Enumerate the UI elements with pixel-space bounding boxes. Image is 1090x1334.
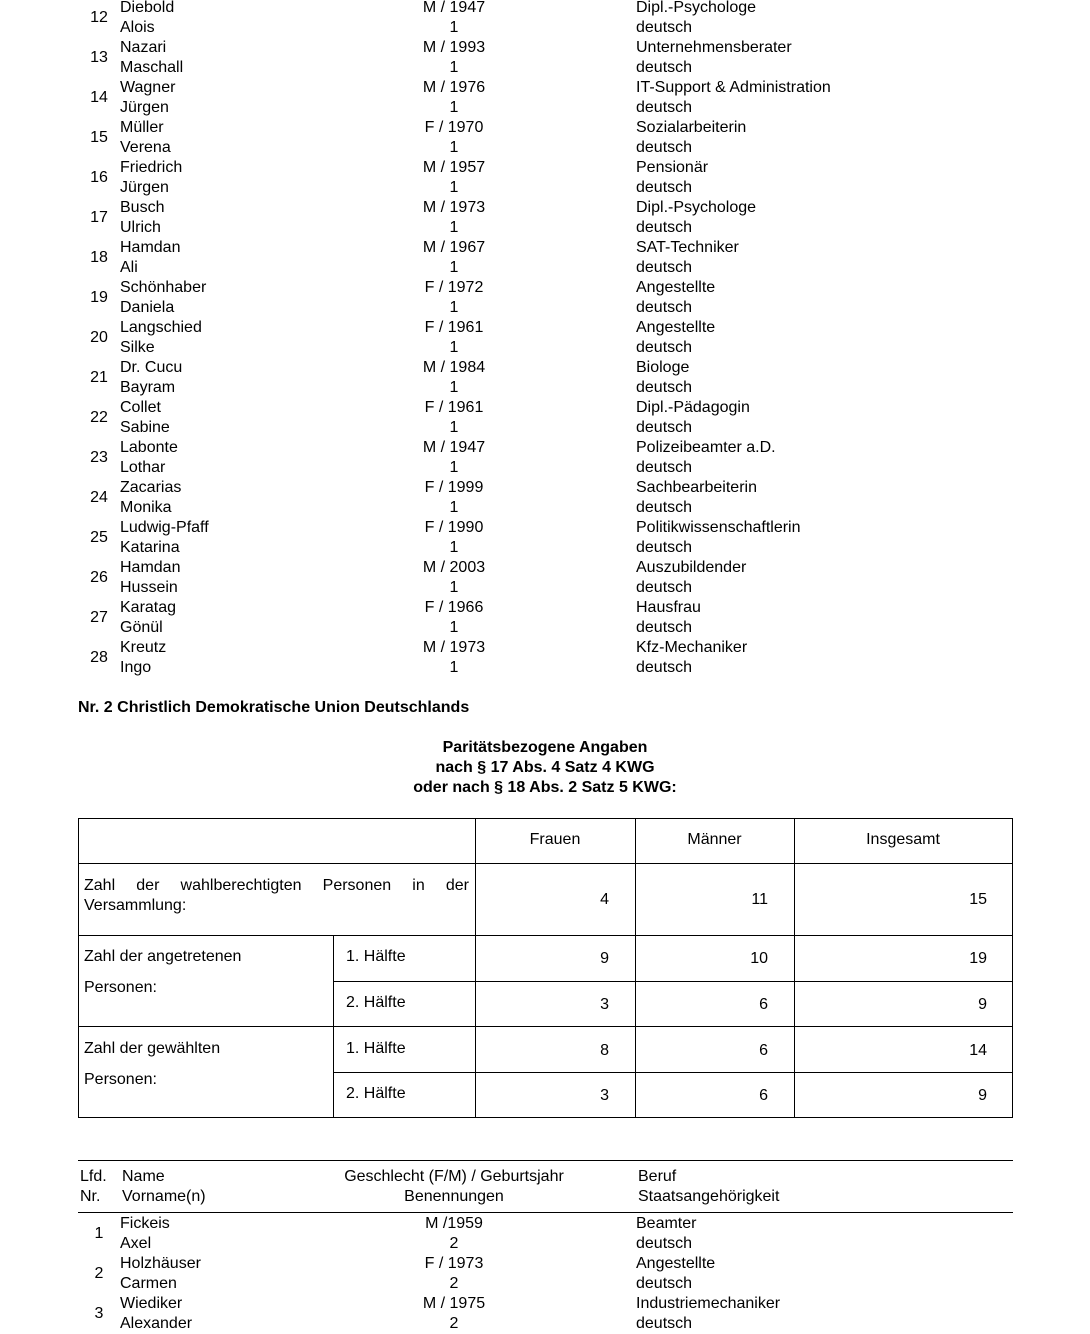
candidate-number: 28 (90, 649, 108, 666)
candidate-nominations: 1 (449, 99, 459, 116)
half-label: 1. Hälfte (346, 948, 406, 965)
candidate-number: 17 (90, 209, 108, 226)
candidate-gender-year: M /1959 (425, 1215, 483, 1232)
candidate-name: Hamdan (120, 559, 181, 576)
header-beruf: Beruf (638, 1168, 677, 1185)
candidate-name: Schönhaber (120, 279, 207, 296)
candidate-gender-year: F / 1961 (424, 319, 484, 336)
candidate-nationality: deutsch (636, 419, 693, 436)
candidate-profession: Angestellte (636, 1255, 716, 1272)
candidate-row (0, 318, 1090, 358)
candidate-row (0, 118, 1090, 158)
cell-wahlberechtigt-insgesamt: 15 (969, 891, 987, 908)
candidate-row (0, 38, 1090, 78)
candidate-first-name: Jürgen (120, 99, 169, 116)
candidate-number: 13 (90, 49, 108, 66)
candidate-profession: Dipl.-Psychologe (636, 199, 757, 216)
candidate-profession: Angestellte (636, 279, 716, 296)
candidate-gender-year: M / 2003 (422, 559, 486, 576)
candidate-name: Fickeis (120, 1215, 170, 1232)
candidate-nationality: deutsch (636, 459, 693, 476)
candidate-nationality: deutsch (636, 179, 693, 196)
candidate-row (0, 1294, 1090, 1334)
cell-wahlberechtigt-frauen: 4 (600, 891, 609, 908)
cell-angetreten-h2-maenner: 6 (759, 996, 768, 1013)
table-border (333, 1072, 1013, 1073)
row-label-gewaehlt: Zahl der gewählten (84, 1040, 221, 1057)
candidate-profession: Biologe (636, 359, 690, 376)
table-border (333, 935, 334, 1118)
candidate-number: 27 (90, 609, 108, 626)
candidate-gender-year: M / 1993 (422, 39, 486, 56)
candidate-nominations: 1 (449, 299, 459, 316)
candidate-profession: Angestellte (636, 319, 716, 336)
candidate-profession: Dipl.-Pädagogin (636, 399, 750, 416)
candidate-name: Zacarias (120, 479, 182, 496)
candidate-first-name: Verena (120, 139, 171, 156)
candidate-nominations: 1 (449, 619, 459, 636)
parity-table (78, 818, 1013, 1118)
candidate-nationality: deutsch (636, 499, 693, 516)
candidate-profession: IT-Support & Administration (636, 79, 831, 96)
table-border (78, 935, 1013, 936)
column-header-maenner: Männer (687, 831, 742, 848)
party-heading: Nr. 2 Christlich Demokratische Union Deutschlands (78, 699, 470, 716)
candidate-profession: Industriemechaniker (636, 1295, 781, 1312)
candidate-profession: SAT-Techniker (636, 239, 739, 256)
header-staat: Staatsangehörigkeit (638, 1188, 780, 1205)
candidate-list-header (78, 1160, 1013, 1214)
cell-angetreten-h1-insgesamt: 19 (969, 950, 987, 967)
candidate-gender-year: F / 1972 (424, 279, 484, 296)
candidate-name: Holzhäuser (120, 1255, 201, 1272)
candidate-first-name: Maschall (120, 59, 184, 76)
candidate-nominations: 2 (449, 1235, 459, 1252)
table-border (78, 818, 1013, 819)
candidate-nationality: deutsch (636, 1315, 693, 1332)
candidate-row (0, 558, 1090, 598)
half-label: 2. Hälfte (346, 994, 406, 1011)
candidate-nationality: deutsch (636, 539, 693, 556)
candidate-nationality: deutsch (636, 379, 693, 396)
candidate-gender-year: M / 1957 (422, 159, 486, 176)
candidate-name: Friedrich (120, 159, 183, 176)
candidate-nationality: deutsch (636, 659, 693, 676)
candidate-number: 1 (94, 1225, 104, 1242)
candidate-row (0, 358, 1090, 398)
candidate-row (0, 1254, 1090, 1294)
candidate-gender-year: M / 1967 (422, 239, 486, 256)
candidate-nominations: 1 (449, 19, 459, 36)
candidate-first-name: Ingo (120, 659, 152, 676)
header-name: Name (122, 1168, 165, 1185)
candidate-name: Labonte (120, 439, 178, 456)
header-rule-top (78, 1160, 1013, 1161)
candidate-gender-year: M / 1975 (422, 1295, 486, 1312)
candidate-name: Dr. Cucu (120, 359, 183, 376)
candidate-nominations: 2 (449, 1315, 459, 1332)
candidate-name: Wiediker (120, 1295, 183, 1312)
candidate-row (0, 78, 1090, 118)
candidate-gender-year: M / 1973 (422, 639, 486, 656)
candidate-name: Busch (120, 199, 165, 216)
column-header-insgesamt: Insgesamt (866, 831, 940, 848)
candidate-gender-year: F / 1961 (424, 399, 484, 416)
header-rule-bottom (78, 1212, 1013, 1213)
candidate-number: 25 (90, 529, 108, 546)
candidate-nominations: 1 (449, 459, 459, 476)
candidate-profession: Hausfrau (636, 599, 701, 616)
candidate-row (0, 0, 1090, 38)
cell-gewaehlt-h1-insgesamt: 14 (969, 1042, 987, 1059)
candidate-row (0, 238, 1090, 278)
candidate-first-name: Silke (120, 339, 155, 356)
candidate-nationality: deutsch (636, 139, 693, 156)
half-label: 1. Hälfte (346, 1040, 406, 1057)
candidate-row (0, 518, 1090, 558)
candidate-profession: Kfz-Mechaniker (636, 639, 748, 656)
candidate-name: Karatag (120, 599, 177, 616)
cell-gewaehlt-h1-maenner: 6 (759, 1042, 768, 1059)
candidate-nominations: 1 (449, 339, 459, 356)
candidate-name: Kreutz (120, 639, 167, 656)
candidate-gender-year: M / 1973 (422, 199, 486, 216)
candidate-row (0, 278, 1090, 318)
candidate-name: Diebold (120, 0, 175, 16)
candidate-first-name: Gönül (120, 619, 163, 636)
candidate-number: 15 (90, 129, 108, 146)
candidate-nominations: 1 (449, 499, 459, 516)
candidate-first-name: Monika (120, 499, 172, 516)
candidate-name: Wagner (120, 79, 176, 96)
candidate-nationality: deutsch (636, 299, 693, 316)
row-label-angetreten: Zahl der angetretenen (84, 948, 242, 965)
candidate-nationality: deutsch (636, 619, 693, 636)
candidate-row (0, 398, 1090, 438)
candidate-name: Langschied (120, 319, 202, 336)
candidate-row (0, 158, 1090, 198)
parity-title-line: oder nach § 18 Abs. 2 Satz 5 KWG: (413, 779, 677, 796)
candidate-profession: Sachbearbeiterin (636, 479, 757, 496)
candidate-nominations: 1 (449, 59, 459, 76)
candidate-first-name: Lothar (120, 459, 166, 476)
table-border (78, 818, 79, 1118)
candidate-nominations: 1 (449, 419, 459, 436)
candidate-row (0, 478, 1090, 518)
candidate-first-name: Hussein (120, 579, 178, 596)
candidate-profession: Politikwissenschaftlerin (636, 519, 801, 536)
candidate-profession: Polizeibeamter a.D. (636, 439, 776, 456)
candidate-name: Hamdan (120, 239, 181, 256)
candidate-first-name: Alexander (120, 1315, 193, 1332)
candidate-first-name: Katarina (120, 539, 180, 556)
candidate-nominations: 1 (449, 259, 459, 276)
table-border (78, 1026, 1013, 1027)
candidate-number: 24 (90, 489, 108, 506)
row-label-wahlberechtigt-cont: Versammlung: (84, 897, 187, 914)
candidate-gender-year: M / 1947 (422, 439, 486, 456)
candidate-nationality: deutsch (636, 339, 693, 356)
candidate-number: 12 (90, 9, 108, 26)
row-label-angetreten-cont: Personen: (84, 979, 157, 996)
table-border (78, 1117, 1013, 1118)
candidate-row (0, 598, 1090, 638)
candidate-profession: Auszubildender (636, 559, 747, 576)
candidate-nationality: deutsch (636, 219, 693, 236)
candidate-number: 16 (90, 169, 108, 186)
candidate-number: 22 (90, 409, 108, 426)
candidate-nominations: 1 (449, 139, 459, 156)
candidate-nominations: 1 (449, 379, 459, 396)
candidate-first-name: Jürgen (120, 179, 169, 196)
candidate-profession: Pensionär (636, 159, 709, 176)
candidate-number: 26 (90, 569, 108, 586)
candidate-nominations: 1 (449, 539, 459, 556)
cell-gewaehlt-h2-maenner: 6 (759, 1087, 768, 1104)
candidate-nationality: deutsch (636, 19, 693, 36)
candidate-profession: Dipl.-Psychologe (636, 0, 757, 16)
candidate-nominations: 1 (449, 179, 459, 196)
candidate-first-name: Carmen (120, 1275, 177, 1292)
cell-gewaehlt-h2-insgesamt: 9 (978, 1087, 987, 1104)
candidate-first-name: Ali (120, 259, 138, 276)
candidate-name: Müller (120, 119, 164, 136)
candidate-profession: Sozialarbeiterin (636, 119, 747, 136)
candidate-first-name: Daniela (120, 299, 175, 316)
table-border (1012, 818, 1013, 1118)
candidate-number: 23 (90, 449, 108, 466)
candidate-nominations: 2 (449, 1275, 459, 1292)
candidate-first-name: Bayram (120, 379, 176, 396)
candidate-first-name: Alois (120, 19, 155, 36)
candidate-name: Collet (120, 399, 161, 416)
header-vornamen: Vorname(n) (122, 1188, 206, 1205)
candidate-nominations: 1 (449, 659, 459, 676)
column-header-frauen: Frauen (529, 831, 581, 848)
parity-title (0, 738, 1090, 798)
row-label-wahlberechtigt: Zahl der wahlberechtigten Personen in der (84, 877, 469, 894)
candidate-gender-year: F / 1990 (424, 519, 484, 536)
candidate-number: 14 (90, 89, 108, 106)
candidate-gender-year: M / 1984 (422, 359, 486, 376)
cell-angetreten-h2-insgesamt: 9 (978, 996, 987, 1013)
candidate-row (0, 1214, 1090, 1254)
table-border (78, 863, 1013, 864)
candidate-gender-year: F / 1970 (424, 119, 484, 136)
candidate-nationality: deutsch (636, 1235, 693, 1252)
candidate-row (0, 438, 1090, 478)
candidate-name: Nazari (120, 39, 167, 56)
candidate-nominations: 1 (449, 219, 459, 236)
table-border (333, 981, 1013, 982)
half-label: 2. Hälfte (346, 1085, 406, 1102)
candidate-first-name: Axel (120, 1235, 152, 1252)
candidate-number: 3 (94, 1305, 104, 1322)
candidate-nominations: 1 (449, 579, 459, 596)
candidate-gender-year: M / 1947 (422, 0, 486, 16)
header-benennungen: Benennungen (404, 1188, 504, 1205)
parity-title-line: Paritätsbezogene Angaben (442, 739, 648, 756)
candidate-name: Ludwig-Pfaff (120, 519, 209, 536)
candidate-nationality: deutsch (636, 579, 693, 596)
candidate-nationality: deutsch (636, 1275, 693, 1292)
cell-gewaehlt-h2-frauen: 3 (600, 1087, 609, 1104)
cell-angetreten-h1-frauen: 9 (600, 950, 609, 967)
candidate-profession: Unternehmensberater (636, 39, 792, 56)
candidate-number: 2 (94, 1265, 104, 1282)
row-label-gewaehlt-cont: Personen: (84, 1071, 157, 1088)
candidate-row (0, 638, 1090, 678)
cell-wahlberechtigt-maenner: 11 (751, 891, 768, 908)
parity-title-line: nach § 17 Abs. 4 Satz 4 KWG (435, 759, 655, 776)
cell-angetreten-h2-frauen: 3 (600, 996, 609, 1013)
candidate-row (0, 198, 1090, 238)
candidate-gender-year: F / 1999 (424, 479, 484, 496)
candidate-number: 18 (90, 249, 108, 266)
cell-angetreten-h1-maenner: 10 (750, 950, 768, 967)
candidate-number: 19 (90, 289, 108, 306)
candidate-profession: Beamter (636, 1215, 697, 1232)
candidate-gender-year: F / 1966 (424, 599, 484, 616)
candidate-number: 21 (90, 369, 108, 386)
candidate-nationality: deutsch (636, 59, 693, 76)
header-geschlecht: Geschlecht (F/M) / Geburtsjahr (344, 1168, 564, 1185)
candidate-nationality: deutsch (636, 259, 693, 276)
candidate-first-name: Ulrich (120, 219, 161, 236)
header-nr: Nr. (80, 1188, 101, 1205)
candidate-gender-year: M / 1976 (422, 79, 486, 96)
candidate-nationality: deutsch (636, 99, 693, 116)
candidate-number: 20 (90, 329, 108, 346)
cell-gewaehlt-h1-frauen: 8 (600, 1042, 609, 1059)
header-lfd: Lfd. (80, 1168, 107, 1185)
candidate-gender-year: F / 1973 (424, 1255, 484, 1272)
candidate-first-name: Sabine (120, 419, 170, 436)
